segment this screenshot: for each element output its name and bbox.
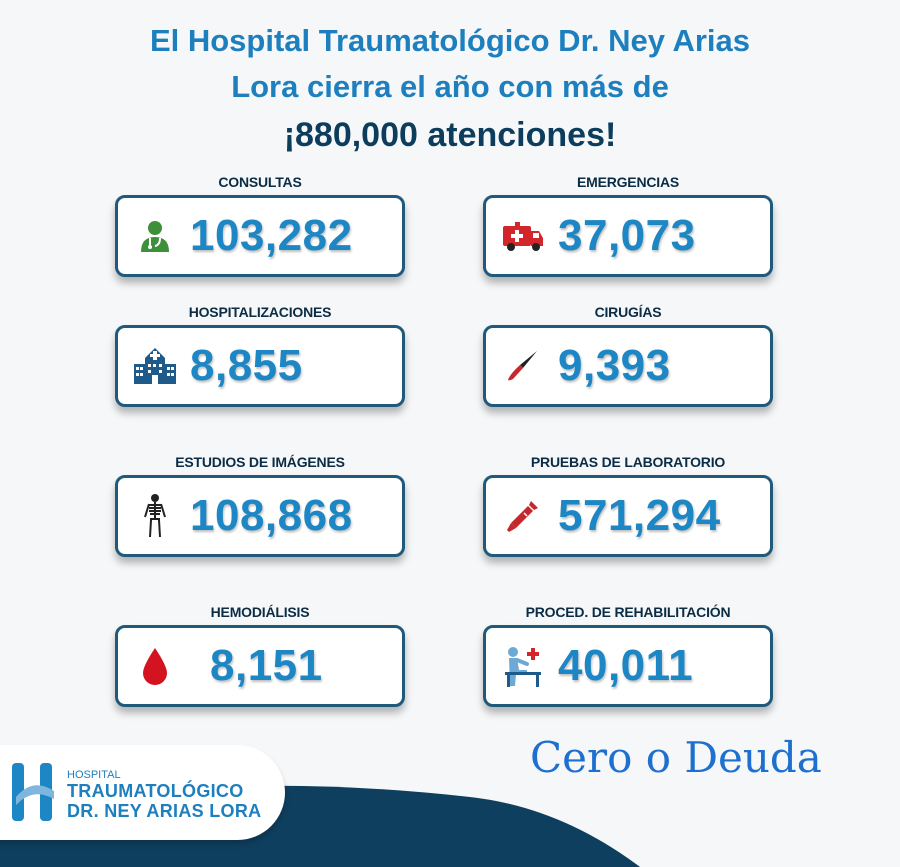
stat-label: EMERGENCIAS <box>576 174 680 190</box>
scalpel-icon <box>498 343 548 389</box>
headline-line-2: Lora cierra el año con más de <box>231 69 669 104</box>
doctor-icon <box>130 213 180 259</box>
stat-consultas <box>115 173 405 277</box>
stat-estudios-imagenes <box>115 453 405 557</box>
stat-value: 571,294 <box>558 491 721 540</box>
stat-value: 8,151 <box>210 641 323 690</box>
rehabilitation-icon <box>498 643 548 689</box>
stat-value: 108,868 <box>190 491 353 540</box>
stat-box <box>483 475 773 557</box>
stat-value: 40,011 <box>558 641 694 690</box>
hospital-h-logo-icon <box>8 757 58 827</box>
stat-box <box>115 195 405 277</box>
stat-label: CIRUGÍAS <box>594 304 662 320</box>
blood-drop-icon <box>130 643 180 689</box>
watermark-text: Cero o Deuda <box>530 733 822 782</box>
dropper-icon <box>498 493 548 539</box>
logo-small-text: HOSPITAL <box>67 769 121 781</box>
stat-box <box>115 475 405 557</box>
stat-box <box>483 195 773 277</box>
stat-hemodialisis <box>115 603 405 707</box>
hospital-building-icon <box>130 343 180 389</box>
headline-total: ¡880,000 atenciones! <box>283 116 617 154</box>
hospital-logo <box>0 745 285 840</box>
logo-line-1: TRAUMATOLÓGICO <box>67 781 244 801</box>
stat-value: 9,393 <box>558 341 671 390</box>
stat-emergencias <box>483 173 773 277</box>
stat-value: 8,855 <box>190 341 303 390</box>
headline-line-1: El Hospital Traumatológico Dr. Ney Arias <box>149 23 751 58</box>
stat-box <box>115 325 405 407</box>
stat-box <box>115 625 405 707</box>
stat-label: CONSULTAS <box>218 174 302 190</box>
stat-box <box>483 325 773 407</box>
stat-rehabilitacion <box>483 603 773 707</box>
headline <box>0 18 900 158</box>
stat-label: HEMODIÁLISIS <box>210 604 310 620</box>
stat-box <box>483 625 773 707</box>
stat-label: ESTUDIOS DE IMÁGENES <box>175 454 345 470</box>
stat-value: 103,282 <box>190 211 353 260</box>
stat-hospitalizaciones <box>115 303 405 407</box>
logo-line-2: DR. NEY ARIAS LORA <box>67 801 262 821</box>
skeleton-icon <box>130 493 180 539</box>
stat-pruebas-laboratorio <box>483 453 773 557</box>
stat-label: HOSPITALIZACIONES <box>188 304 332 320</box>
ambulance-icon <box>498 213 548 259</box>
stat-label: PROCED. DE REHABILITACIÓN <box>525 604 731 620</box>
stat-cirugias <box>483 303 773 407</box>
stat-label: PRUEBAS DE LABORATORIO <box>530 454 726 470</box>
stat-value: 37,073 <box>558 211 696 260</box>
